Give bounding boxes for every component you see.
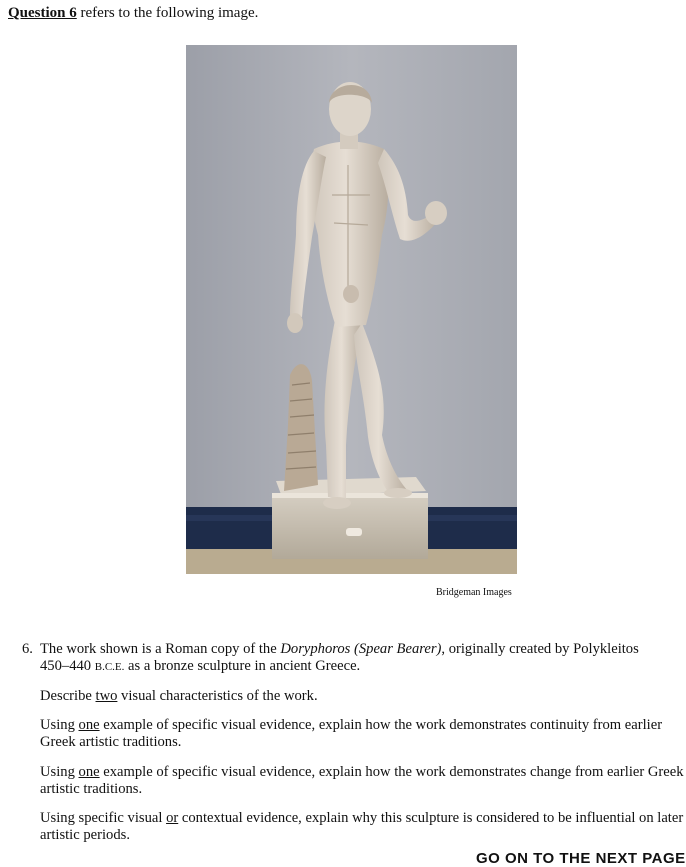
stem-part-a: The work shown is a Roman copy of the <box>40 641 281 657</box>
question-text <box>40 641 662 676</box>
prompt-1-b: visual characteristics of the work. <box>117 688 318 704</box>
prompt-3 <box>40 764 686 798</box>
prompt-3-emphasis: one <box>78 764 100 780</box>
prompt-3-b: example of specific visual evidence, explain how the work demonstrates change from earlier Greek artistic traditions. <box>40 764 684 797</box>
prompt-1-emphasis: two <box>95 688 118 704</box>
artwork-title: Doryphoros (Spear Bearer) <box>280 641 442 657</box>
prompt-2-a: Using <box>40 717 79 733</box>
intro-text: refers to the following image. <box>76 5 259 21</box>
prompt-4-b: contextual evidence, explain why this sculpture is considered to be influential on later artistic periods. <box>40 810 684 843</box>
stem-part-c: as a bronze sculpture in ancient Greece. <box>124 658 361 674</box>
prompt-1 <box>40 688 686 705</box>
prompt-1-a: Describe <box>40 688 96 704</box>
statue-image <box>186 45 517 574</box>
question-ref: Question 6 <box>8 5 77 21</box>
image-credit: Bridgeman Images <box>436 587 512 598</box>
question-number: 6. <box>22 641 33 657</box>
question-intro <box>8 4 258 22</box>
prompt-2-b: example of specific visual evidence, explain how the work demonstrates continuity from earlier Greek artistic traditions. <box>40 717 663 750</box>
era-label: B.C.E. <box>94 661 125 673</box>
prompt-4-a: Using specific visual <box>40 810 167 826</box>
prompt-3-a: Using <box>40 764 79 780</box>
prompt-4-emphasis: or <box>166 810 179 826</box>
prompt-2-emphasis: one <box>78 717 100 733</box>
question-stem <box>22 641 662 676</box>
prompt-4 <box>40 810 686 844</box>
statue-illustration <box>186 45 517 574</box>
stem-part-b: , originally created by Polykleitos 450–440 <box>40 641 639 674</box>
next-page-footer: GO ON TO THE NEXT PAGE <box>476 850 686 867</box>
prompt-2 <box>40 717 686 751</box>
